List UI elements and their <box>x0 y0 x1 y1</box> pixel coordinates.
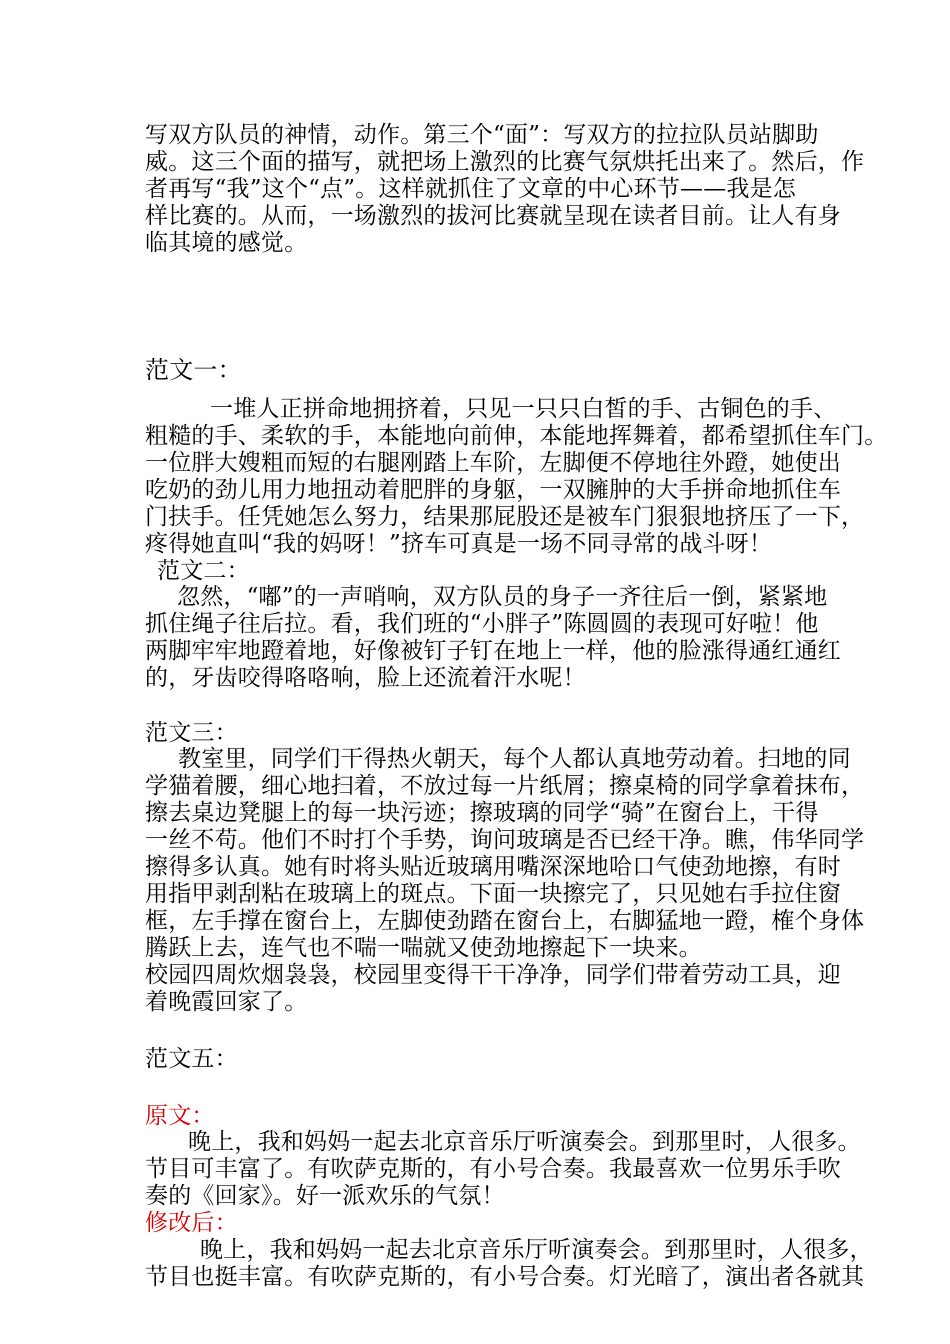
original-line: 晚上，我和妈妈一起去北京音乐厅听演奏会。到那里时，人很多。 <box>188 1129 861 1155</box>
sample3-line: 校园四周炊烟袅袅，校园里变得干干净净，同学们带着劳动工具，迎 <box>145 962 841 988</box>
sample1-line: 门扶手。任凭她怎么努力，结果那屁股还是被车门狠狠地挤压了一下， <box>145 504 865 530</box>
sample3-line: 着晚霞回家了。 <box>145 989 308 1015</box>
sample3-line: 腾跃上去，连气也不喘一喘就又使劲地擦起下一块来。 <box>145 935 702 961</box>
sample3-line: 擦得多认真。她有时将头贴近玻璃用嘴深深地哈口气使劲地擦，有时 <box>145 854 841 880</box>
sample1-line: 一位胖大嫂粗而短的右腿刚踏上车阶，左脚便不停地往外蹬，她使出 <box>145 450 841 476</box>
original-line: 节目可丰富了。有吹萨克斯的，有小号合奏。我最喜欢一位男乐手吹 <box>145 1156 841 1182</box>
sample3-line: 擦去桌边凳腿上的每一块污迹；擦玻璃的同学“骑”在窗台上，干得 <box>145 800 819 826</box>
sample5-heading: 范文五： <box>145 1046 238 1072</box>
sample1-heading: 范文一： <box>145 356 242 384</box>
sample3-line: 教室里，同学们干得热火朝天，每个人都认真地劳动着。扫地的同 <box>178 746 851 772</box>
sample3-heading: 范文三： <box>145 720 238 746</box>
sample1-line: 吃奶的劲儿用力地扭动着肥胖的身躯，一双臃肿的大手拼命地抓住车 <box>145 477 841 503</box>
revised-line: 晚上，我和妈妈一起去北京音乐厅听演奏会。到那里时，人很多， <box>200 1237 873 1263</box>
sample1-line: 粗糙的手、柔软的手，本能地向前伸，本能地挥舞着，都希望抓住车门。 <box>145 423 888 449</box>
sample3-line: 框，左手撑在窗台上，左脚使劲踏在窗台上，右脚猛地一蹬，榷个身体 <box>145 908 865 934</box>
sample3-line: 用指甲剥刮粘在玻璃上的斑点。下面一块擦完了，只见她右手拉住窗 <box>145 881 841 907</box>
sample1-line: 疼得她直叫“我的妈呀！”挤车可真是一场不同寻常的战斗呀！ <box>145 531 773 557</box>
original-line: 奏的《回家》。好一派欢乐的气氛！ <box>145 1183 505 1209</box>
sample2-line: 的，牙齿咬得咯咯响，脸上还流着汗水呢！ <box>145 665 586 691</box>
intro-line: 样比赛的。从而，一场激烈的拔河比赛就呈现在读者目前。让人有身 <box>145 203 841 229</box>
revised-line: 节目也挺丰富。有吹萨克斯的，有小号合奏。灯光暗了，演出者各就其 <box>145 1264 865 1290</box>
original-label: 原文： <box>145 1103 215 1129</box>
sample2-heading: 范文二： <box>157 558 250 584</box>
intro-line: 临其境的感觉。 <box>145 230 308 256</box>
intro-line: 写双方队员的神情，动作。第三个“面”：写双方的拉拉队员站脚助 <box>145 122 819 148</box>
sample3-line: 学猫着腰，细心地扫着，不放过每一片纸屑；擦桌椅的同学拿着抹布， <box>145 773 865 799</box>
intro-line: 威。这三个面的描写，就把场上激烈的比赛气氛烘托出来了。然后，作 <box>145 149 865 175</box>
sample2-line: 两脚牢牢地蹬着地，好像被钉子钉在地上一样，他的脸涨得通红通红 <box>145 638 841 664</box>
sample3-line: 一丝不苟。他们不时打个手势，询问玻璃是否已经干净。瞧，伟华同学 <box>145 827 865 853</box>
sample2-line: 忽然，“嘟”的一声哨响，双方队员的身子一齐往后一倒，紧紧地 <box>177 584 828 610</box>
sample2-line: 抓住绳子往后拉。看，我们班的“小胖子”陈圆圆的表现可好啦！他 <box>145 611 819 637</box>
revised-label: 修改后： <box>145 1210 238 1236</box>
sample1-line: 一堆人正拼命地拥挤着，只见一只只白皙的手、古铜色的手、 <box>210 396 837 422</box>
intro-line: 者再写“我”这个“点”。这样就抓住了文章的中心环节——我是怎 <box>145 176 797 202</box>
